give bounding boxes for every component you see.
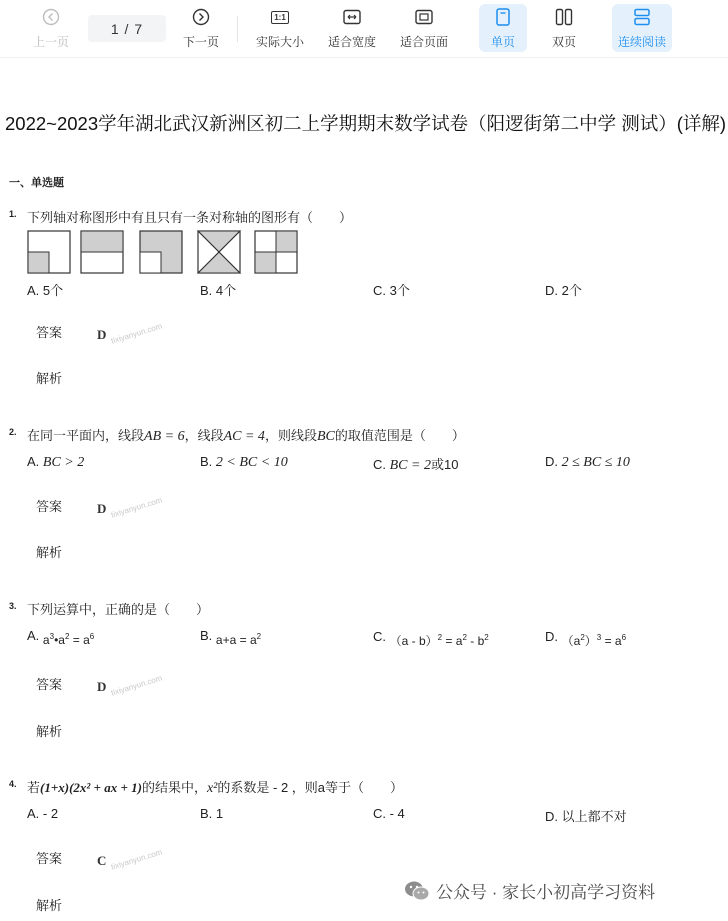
option-b: B. $a+a = a^2$ — [200, 628, 262, 647]
fit-page-button[interactable] — [394, 6, 454, 52]
question-number: 2. — [9, 427, 17, 437]
next-page-label: 下一页 — [182, 35, 219, 49]
actual-size-icon: 1:1 — [271, 6, 289, 28]
page-number-input[interactable]: 1 / 7 — [88, 15, 166, 42]
option-b: B. 4个 — [200, 283, 237, 298]
option-c: C. 3个 — [373, 283, 410, 298]
watermark: tixiyanyun.com — [110, 847, 164, 872]
toolbar-divider — [237, 16, 238, 42]
document-title: 2022~2023学年湖北武汉新洲区初二上学期期末数学试卷（阳逻街第二中学 测试）(详解) — [5, 113, 727, 134]
option-d: D. $(a^2)^3 = a^6$ — [545, 629, 627, 648]
option-c-expression: $(a - b)^2 = a^2 - b^2$ — [389, 633, 489, 648]
question-number: 3. — [9, 601, 17, 611]
question-number: 1. — [9, 209, 17, 219]
option-c: C. $(a - b)^2 = a^2 - b^2$ — [373, 629, 489, 648]
wechat-watermark — [404, 878, 655, 903]
question-text: 在同一平面内，线段AB = 6，线段AC = 4，则线段BC的取值范围是（ ） — [27, 428, 465, 444]
watermark: tixiyanyun.com — [110, 673, 164, 698]
double-page-label: 双页 — [551, 35, 576, 49]
continuous-reading-label: 连续阅读 — [617, 35, 666, 49]
question-figures — [27, 230, 307, 276]
single-page-label: 单页 — [490, 35, 515, 49]
double-page-icon — [555, 6, 573, 28]
option-d: D. 以上都不对 — [545, 809, 627, 824]
option-a: A. $a^3•a^2 = a^6$ — [27, 628, 95, 647]
next-page-button[interactable] — [171, 6, 231, 52]
question-text: 若(1+x)(2x² + ax + 1)的结果中，x²的系数是 - 2 ，则a等于（ ） — [27, 780, 404, 796]
fit-width-label: 适合宽度 — [327, 35, 376, 49]
actual-size-label: 实际大小 — [255, 35, 304, 49]
option-a: A. BC > 2 — [27, 454, 85, 470]
option-d-expression: $(a^2)^3 = a^6$ — [561, 633, 627, 648]
single-page-icon — [495, 6, 511, 28]
fit-page-icon — [415, 6, 433, 28]
figure-5 — [255, 231, 297, 273]
option-c: C. BC = 2或10 — [373, 457, 459, 473]
single-page-button[interactable] — [479, 4, 527, 52]
section-heading: 一、单选题 — [9, 177, 64, 189]
question-text: 下列轴对称图形中有且只有一条对称轴的图形有（ ） — [27, 210, 353, 225]
prev-page-button[interactable] — [21, 6, 81, 52]
analysis-label: 解析 — [36, 898, 63, 913]
answer-label: 答案 — [36, 677, 63, 692]
chevron-right-icon — [192, 6, 210, 28]
answer-value: C — [97, 853, 107, 868]
option-b-expression: $a+a = a^2$ — [215, 632, 262, 647]
viewer-toolbar — [0, 0, 728, 58]
answer-label: 答案 — [36, 499, 63, 514]
figure-4 — [198, 231, 240, 273]
watermark: tixiyanyun.com — [110, 495, 164, 520]
analysis-label: 解析 — [36, 724, 63, 739]
continuous-reading-icon — [633, 6, 651, 28]
actual-size-button[interactable] — [250, 6, 310, 52]
continuous-reading-button[interactable] — [612, 4, 672, 52]
fit-width-icon — [343, 6, 361, 28]
option-d: D. 2个 — [545, 283, 582, 298]
fit-width-button[interactable] — [322, 6, 382, 52]
wechat-icon — [404, 880, 430, 902]
figure-3 — [140, 231, 182, 273]
answer-value: D — [97, 327, 107, 342]
double-page-button[interactable] — [534, 6, 594, 52]
option-b: B. 1 — [200, 806, 224, 821]
watermark: tixiyanyun.com — [110, 321, 164, 346]
figure-1 — [28, 231, 70, 273]
answer-value: D — [97, 679, 107, 694]
answer-label: 答案 — [36, 325, 63, 340]
option-b: B. 2 < BC < 10 — [200, 454, 288, 470]
prev-page-label: 上一页 — [32, 35, 69, 49]
figure-2 — [81, 231, 123, 273]
option-a: A. - 2 — [27, 806, 59, 821]
chevron-left-icon — [42, 6, 60, 28]
fit-page-label: 适合页面 — [399, 35, 448, 49]
option-a-expression: $a^3•a^2 = a^6$ — [42, 632, 95, 647]
answer-value: D — [97, 501, 107, 516]
option-d: D. 2 ≤ BC ≤ 10 — [545, 454, 630, 470]
wechat-text: 公众号 · 家长小初高学习资料 — [436, 883, 656, 902]
analysis-label: 解析 — [36, 371, 63, 386]
question-text: 下列运算中，正确的是（ ） — [27, 602, 210, 617]
option-a: A. 5个 — [27, 283, 64, 298]
analysis-label: 解析 — [36, 545, 63, 560]
option-c: C. - 4 — [373, 806, 405, 821]
question-number: 4. — [9, 779, 17, 789]
answer-label: 答案 — [36, 851, 63, 866]
